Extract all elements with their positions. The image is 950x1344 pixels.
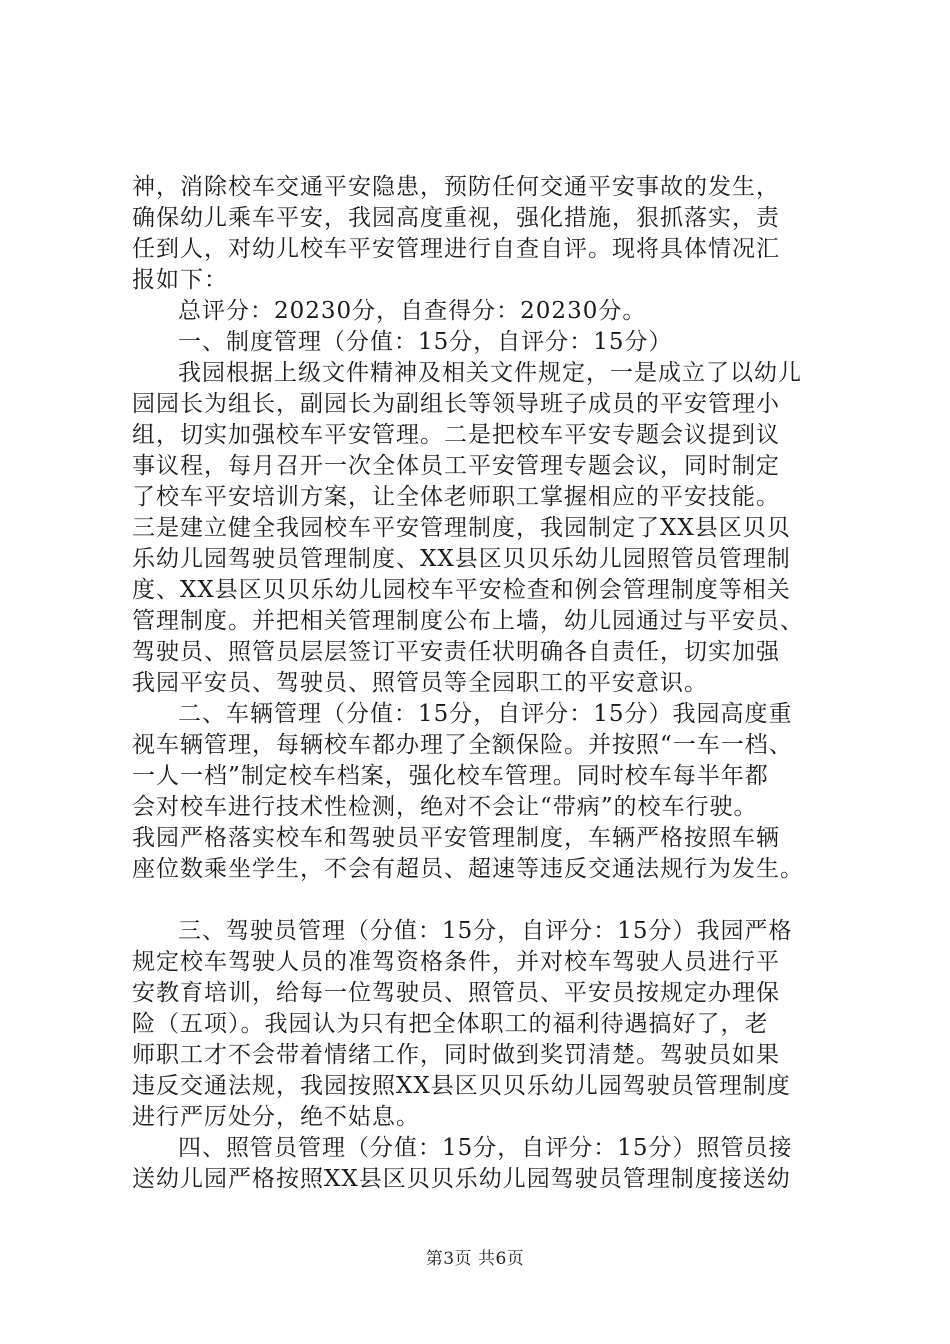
text-line: 确保幼儿乘车平安，我园高度重视，强化措施，狠抓落实，责 bbox=[132, 205, 780, 231]
text-line: 送幼儿园严格按照XX县区贝贝乐幼儿园驾驶员管理制度接送幼 bbox=[132, 1166, 791, 1192]
text-line: 驾驶员、照管员层层签订平安责任状明确各自责任，切实加强 bbox=[132, 639, 780, 665]
text-line: 任到人，对幼儿校车平安管理进行自查自评。现将具体情况汇 bbox=[132, 236, 780, 262]
text-line: 园园长为组长，副园长为副组长等领导班子成员的平安管理小 bbox=[132, 391, 780, 417]
text-line: 规定校车驾驶人员的准驾资格条件，并对校车驾驶人员进行平 bbox=[132, 949, 780, 975]
text-line: 度、XX县区贝贝乐幼儿园校车平安检查和例会管理制度等相关 bbox=[132, 577, 791, 603]
score-summary: 总评分：20230分，自查得分：20230分。 bbox=[178, 298, 647, 324]
text-line: 事议程，每月召开一次全体员工平安管理专题会议，同时制定 bbox=[132, 453, 780, 479]
text-line: 一人一档”制定校车档案，强化校车管理。同时校车每半年都 bbox=[132, 763, 769, 789]
page-footer: 第3页 共6页 bbox=[425, 1249, 525, 1269]
text-line: 视车辆管理，每辆校车都办理了全额保险。并按照“一车一档、 bbox=[132, 732, 793, 758]
text-line: 三是建立健全我园校车平安管理制度，我园制定了XX县区贝贝 bbox=[132, 515, 791, 541]
text-line: 违反交通法规，我园按照XX县区贝贝乐幼儿园驾驶员管理制度 bbox=[132, 1073, 791, 1099]
section-heading-1: 一、制度管理（分值：15分，自评分：15分） bbox=[178, 329, 673, 355]
text-line: 我园严格落实校车和驾驶员平安管理制度，车辆严格按照车辆 bbox=[132, 825, 780, 851]
text-line: 管理制度。并把相关管理制度公布上墙，幼儿园通过与平安员、 bbox=[132, 608, 804, 634]
section-heading-3: 三、驾驶员管理（分值：15分，自评分：15分）我园严格 bbox=[178, 918, 793, 944]
paragraph-gap bbox=[132, 885, 844, 916]
text-line: 我园根据上级文件精神及相关文件规定，一是成立了以幼儿 bbox=[178, 360, 802, 386]
text-line: 乐幼儿园驾驶员管理制度、XX县区贝贝乐幼儿园照管员管理制 bbox=[132, 546, 791, 572]
text-line: 我园平安员、驾驶员、照管员等全园职工的平安意识。 bbox=[132, 670, 708, 696]
text-line: 报如下： bbox=[132, 267, 228, 293]
text-line: 神，消除校车交通平安隐患，预防任何交通平安事故的发生， bbox=[132, 174, 780, 200]
section-heading-2: 二、车辆管理（分值：15分，自评分：15分）我园高度重 bbox=[178, 701, 793, 727]
text-line: 安教育培训，给每一位驾驶员、照管员、平安员按规定办理保 bbox=[132, 980, 780, 1006]
text-line: 了校车平安培训方案，让全体老师职工掌握相应的平安技能。 bbox=[132, 484, 780, 510]
text-line: 组，切实加强校车平安管理。二是把校车平安专题会议提到议 bbox=[132, 422, 780, 448]
text-line: 会对校车进行技术性检测，绝对不会让“带病”的校车行驶。 bbox=[132, 794, 758, 820]
section-heading-4: 四、照管员管理（分值：15分，自评分：15分）照管员接 bbox=[178, 1135, 793, 1161]
text-line: 座位数乘坐学生，不会有超员、超速等违反交通法规行为发生。 bbox=[132, 856, 804, 882]
text-line: 险（五项）。我园认为只有把全体职工的福利待遇搞好了，老 bbox=[132, 1011, 769, 1037]
text-line: 进行严厉处分，绝不姑息。 bbox=[132, 1104, 420, 1130]
text-line: 师职工才不会带着情绪工作，同时做到奖罚清楚。驾驶员如果 bbox=[132, 1042, 780, 1068]
document-body bbox=[132, 172, 844, 1195]
